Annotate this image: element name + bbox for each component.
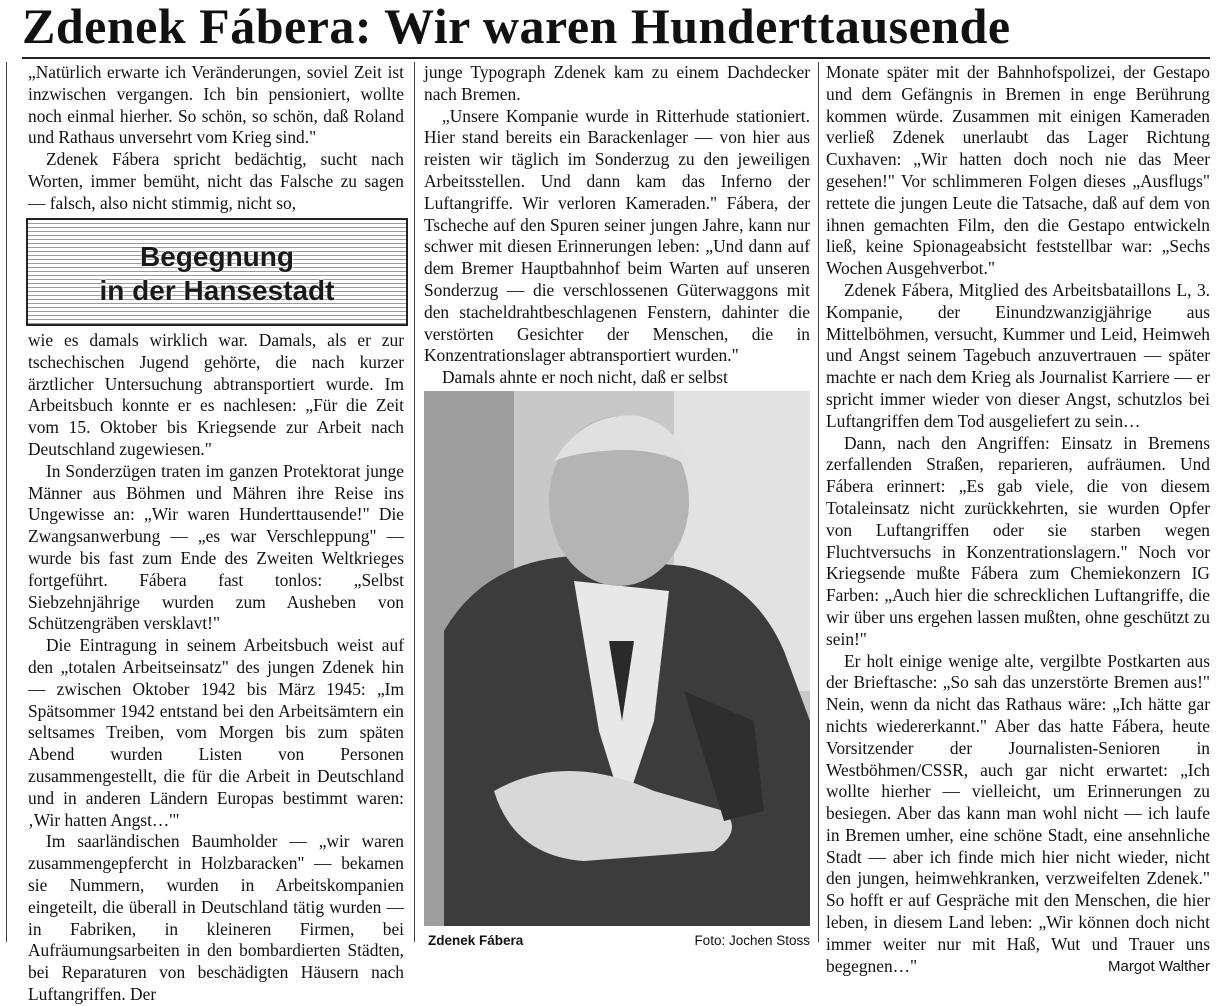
headline: Zdenek Fábera: Wir waren Hunderttausende: [22, 0, 1011, 54]
column-1-top: [28, 62, 404, 215]
portrait-illustration: [424, 391, 810, 926]
paragraph: Zdenek Fábera spricht bedächtig, sucht nach Worten, immer bemüht, nicht das Falsche zu sagen — falsch, also nicht stimmig, nicht so,: [28, 149, 404, 213]
column-rule-2: [818, 62, 819, 942]
paragraph: [826, 651, 1210, 978]
section-heading: [48, 240, 386, 308]
author-byline: Margot Walther: [1108, 957, 1210, 975]
section-heading-line-2: in der Hansestadt: [99, 275, 335, 306]
paragraph: Zdenek Fábera, Mitglied des Arbeitsbataillons L, 3. Kompanie, der Einundzwanzigjährige aus Mittelböhmen, versucht, Kummer und Leid, Heimweh und Angst seinem Tagebuch anzuvertrauen — später machte er nach dem Krieg als Journalist Karriere — er spricht immer wieder von dieser Angst, schutzlos bei Luftangriffen dem Tod ausgeliefert zu sein…: [826, 279, 1210, 431]
paragraph: Dann, nach den Angriffen: Einsatz in Bremens zerfallenden Straßen, reparieren, aufräumen. Und Fábera erinnert: „Es gab viele, die von diesem Totaleinsatz nicht zurückkehrten, sie wurden Opfer von Luftangriffen oder sie starben wegen Fluchtversuchs in Konzentrationslagern." Noch vor Kriegsende mußte Fábera zum Chemiekonzern IG Farben: „Auch hier die schrecklichen Luftangriffe, die wir über uns ergehen lassen mußten, ohne geschützt zu sein!": [826, 432, 1210, 649]
left-margin-rule: [6, 62, 7, 942]
section-heading-box: [26, 218, 408, 326]
column-3: [826, 62, 1210, 977]
column-1-bottom: [28, 330, 404, 1006]
paragraph: „Natürlich erwarte ich Veränderungen, soviel Zeit ist inzwischen vergangen. Ich bin pensioniert, wollte noch einmal hierher. So schön, so schön, daß Roland und Rathaus unversehrt vom Krieg sind.": [28, 62, 404, 148]
photo-credit: Foto: Jochen Stoss: [694, 933, 810, 948]
column-2: [424, 62, 810, 389]
paragraph: junge Typograph Zdenek kam zu einem Dachdecker nach Bremen.: [424, 62, 810, 104]
paragraph: Im saarländischen Baumholder — „wir waren zusammengepfercht in Holzbaracken" — bekamen sie Nummern, wurden in Arbeitskompanien eingeteilt, die überall in Deutschland tätig wurden — in Fabriken, in kleineren Firmen, bei Aufräumungsarbeiten in den bombardierten Städten, bei Reparaturen von beschädigten Häusern nach Luftangriffen. Der: [28, 831, 404, 1004]
paragraph: Die Eintragung in seinem Arbeitsbuch weist auf den „totalen Arbeitseinsatz" des jungen Zdenek hin — zwischen Oktober 1942 bis März 1945: „Im Spätsommer 1942 entstand bei den Arbeitsämtern ein seltsames Treiben, vom Morgen bis zum späten Abend wurden Listen von Personen zusammengestellt, die für die Arbeit in Deutschland und in anderen Ländern Europas bestimmt waren: ‚Wir hatten Angst…'": [28, 635, 404, 830]
photo-caption-name: Zdenek Fábera: [428, 933, 524, 948]
paragraph: Monate später mit der Bahnhofspolizei, der Gestapo und dem Gefängnis in Bremen in enge Berührung kommen würde. Zusammen mit einigen Kameraden verließ Zdenek unerlaubt das Lager Richtung Cuxhaven: „Wir hatten doch noch nie das Meer gesehen!" Vor schlimmeren Folgen dieses „Ausflugs" rettete die jungen Leute die Tatsache, daß auf dem von ihnen gemachten Film, den die Gestapo entwickeln ließ, keine Spionageabsicht feststellbar war: „Sechs Wochen Ausgehverbot.": [826, 62, 1210, 279]
headline-rule: [22, 57, 1210, 59]
paragraph: wie es damals wirklich war. Damals, als er zur tschechischen Jugend gehörte, die nach kurzer ärztlicher Untersuchung abtransportiert wurde. Im Arbeitsbuch konnte er es nachlesen: „Für die Zeit vom 15. Oktober bis Kriegsende zur Arbeit nach Deutschland zugewiesen.": [28, 330, 404, 459]
section-heading-line-1: Begegnung: [140, 241, 294, 272]
paragraph: Damals ahnte er noch nicht, daß er selbst: [442, 367, 728, 388]
portrait-photo: [424, 391, 810, 926]
paragraph: In Sonderzügen traten im ganzen Protektorat junge Männer aus Böhmen und Mähren ihre Reise ins Ungewisse an: „Wir waren Hunderttausende!" Die Zwangsanwerbung — „es war Verschleppung" — wurde bis fast zum Ende des Zweiten Weltkrieges fortgeführt. Fábera fast tonlos: „Selbst Siebzehnjährige wurden zum Ausheben von Schützengräben versklavt!": [28, 460, 404, 634]
paragraph: „Unsere Kompanie wurde in Ritterhude stationiert. Hier stand bereits ein Barackenlager — von hier aus reisten wir täglich im Sonderzug zu den jeweiligen Arbeitsstellen. Und dann kam das Inferno der Luftangriffe. Wir verloren Kameraden." Fábera, der Tscheche auf den Spuren seiner jungen Jahre, kann nur schwer mit diesen Erinnerungen leben: „Und dann auf dem Bremer Hauptbahnhof beim Warten auf unseren Sonderzug — die verschlossenen Güterwaggons mit den stacheldrahtbeschlagenen Fenstern, dahinter die verstörten Gesichter der Menschen, die in Konzentrationslager abtransportiert wurden.": [424, 105, 810, 366]
column-rule-1: [414, 62, 415, 942]
paragraph-text: Er holt einige wenige alte, vergilbte Postkarten aus der Brieftasche: „So sah das unzerstörte Bremen aus!" Nein, wenn da nicht das Rathaus wäre: „Ich hätte gar nichts wiedererkannt." Aber das hatte Fábera, heute Vorsitzender der Journalisten-Senioren in Westböhmen/CSSR, auch gar nicht erwartet: „Ich wollte hierher — vielleicht, um Erinnerungen zu besiegen. Aber das kann man wohl nicht — ich laufe in Bremen umher, eine schöne Stadt, eine ansehnliche Stadt — aber ich finde mich hier nicht wieder, nicht den jungen, heimwehkranken, verzweifelten Zdenek." So hofft er auf Gespräche mit den Menschen, die hier leben, in diesem Land leben: „Wir können doch nicht immer weiter nur mit Haß, Wut und Trauer uns begegnen…": [826, 650, 1210, 976]
